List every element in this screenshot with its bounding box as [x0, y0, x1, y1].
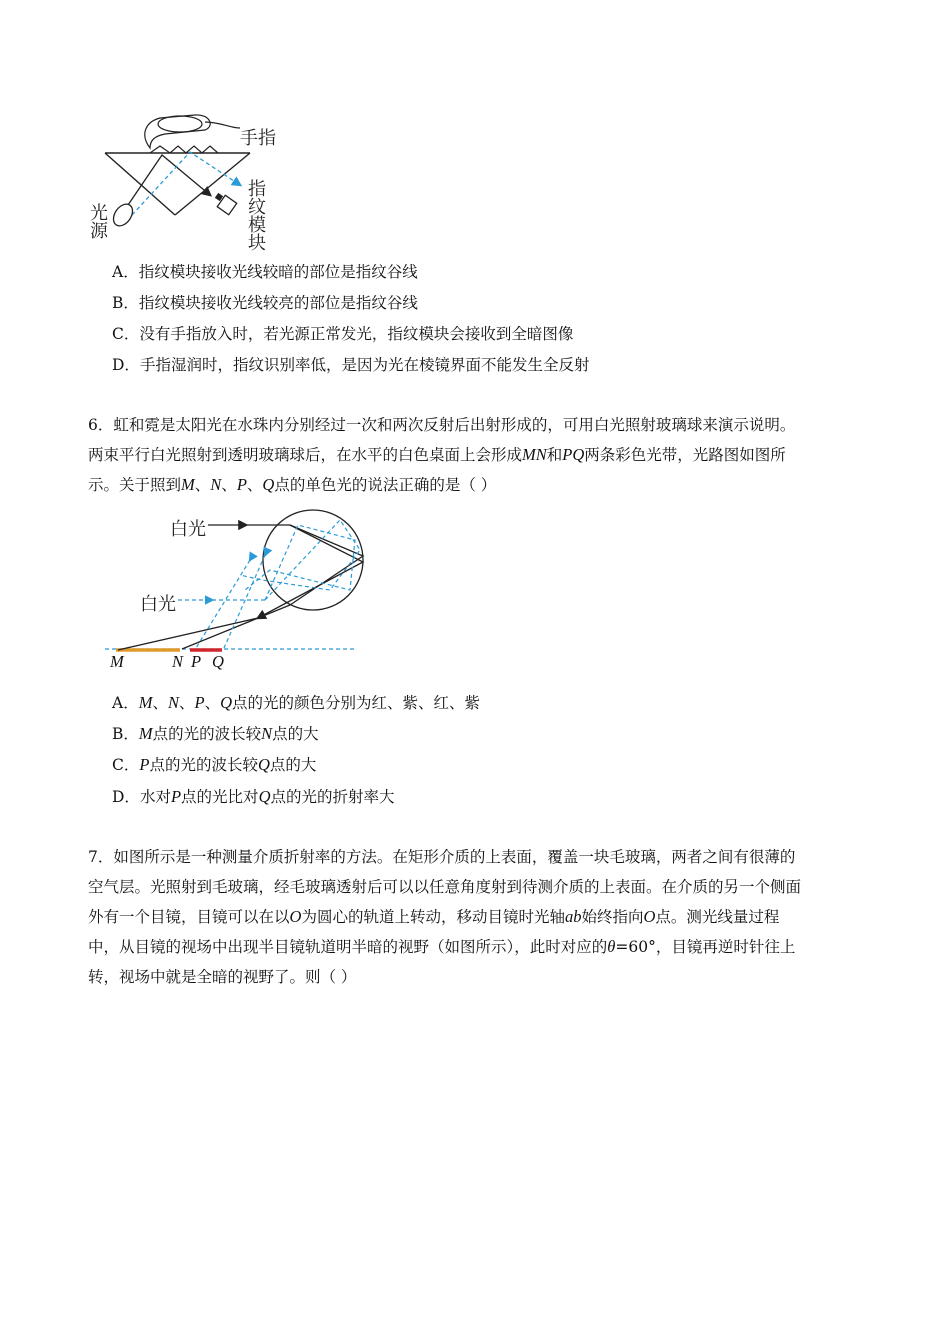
- q6-line-1: 6．虹和霓是太阳光在水珠内分别经过一次和两次反射后出射形成的，可用白光照射玻璃球来演示说明。: [88, 416, 796, 434]
- finger-label: 手指: [240, 128, 276, 149]
- source-label-char-2: 源: [90, 221, 108, 242]
- q5-option-b[interactable]: B．指纹模块接收光线较亮的部位是指纹谷线: [112, 294, 418, 312]
- q6-option-b[interactable]: B．M点的光的波长较N点的大: [112, 724, 319, 743]
- q6-line-2: 两束平行白光照射到透明玻璃球后，在水平的白色桌面上会形成MN和PQ两条彩色光带，光路图如图所: [88, 445, 786, 464]
- q6-option-a[interactable]: A．M、N、P、Q点的光的颜色分别为红、紫、红、紫: [112, 693, 481, 712]
- q6-option-d[interactable]: D．水对P点的光比对Q点的光的折射率大: [112, 787, 395, 806]
- module-label-char-2: 纹: [248, 197, 266, 218]
- q5-option-d[interactable]: D．手指湿润时，指纹识别率低，是因为光在棱镜界面不能发生全反射: [112, 356, 590, 374]
- q6-option-c[interactable]: C．P点的光的波长较Q点的大: [112, 755, 317, 774]
- point-n-label: N: [172, 652, 184, 671]
- point-m-label: M: [110, 652, 124, 671]
- q5-option-c[interactable]: C．没有手指放入时，若光源正常发光，指纹模块会接收到全暗图像: [112, 325, 574, 343]
- module-label-char-3: 模: [248, 215, 266, 236]
- point-p-label: P: [191, 652, 202, 671]
- module-label-char-1: 指: [248, 179, 266, 200]
- q7-line-4: 中，从目镜的视场中出现半目镜轨道明半暗的视野（如图所示），此时对应的θ=60°，目镜再逆时针往上: [88, 937, 796, 956]
- q7-line-2: 空气层。光照射到毛玻璃，经毛玻璃透射后可以以任意角度射到待测介质的上表面。在介质的另一个侧面: [88, 878, 802, 896]
- q7-line-1: 7．如图所示是一种测量介质折射率的方法。在矩形介质的上表面，覆盖一块毛玻璃，两者之间有很薄的: [88, 848, 796, 866]
- source-label-char-1: 光: [90, 203, 108, 224]
- q7-line-3: 外有一个目镜，目镜可以在以O为圆心的轨道上转动，移动目镜时光轴ab始终指向O点。测光线量过程: [88, 907, 780, 926]
- q7-stem: [88, 842, 868, 992]
- q7-line-5: 转，视场中就是全暗的视野了。则（ ）: [88, 968, 357, 986]
- q5-option-a[interactable]: A．指纹模块接收光线较暗的部位是指纹谷线: [112, 263, 418, 281]
- point-q-label: Q: [212, 652, 224, 671]
- q6-line-3: 示。关于照到M、N、P、Q点的单色光的说法正确的是（ ）: [88, 475, 497, 494]
- white-light-label-top: 白光: [170, 519, 206, 540]
- module-label-char-4: 块: [248, 233, 266, 254]
- white-light-label-bottom: 白光: [140, 594, 176, 615]
